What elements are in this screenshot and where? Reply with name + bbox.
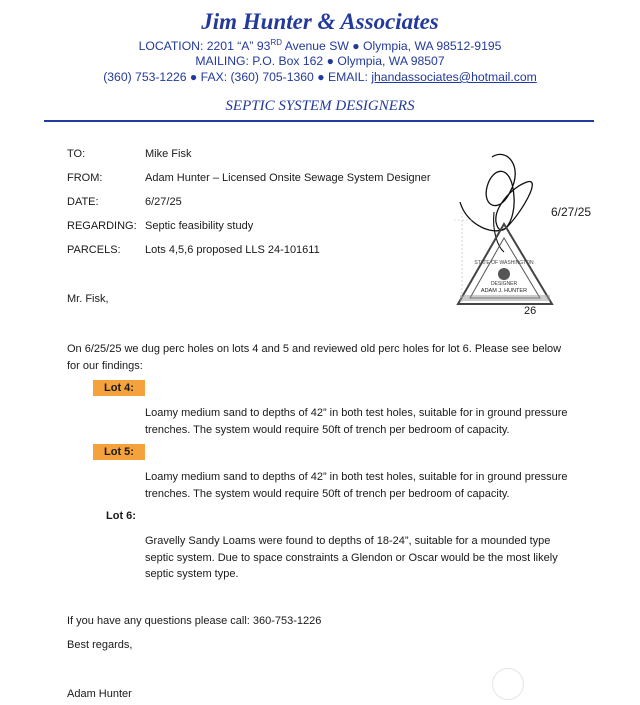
lot-5-text: Loamy medium sand to depths of 42” in both test holes, suitable for in ground pressure trenches. The system would require 50ft of trench per bedroom of capacity.: [145, 471, 568, 500]
parcels-label: PARCELS:: [67, 244, 121, 256]
contact-line: (360) 753-1226 ● FAX: (360) 705-1360 ● EMAIL: jhandassociates@hotmail.com: [103, 70, 537, 84]
stamp-ring-text: STATE OF WASHINGTON: [474, 260, 534, 266]
stamp-number: 26: [524, 305, 537, 317]
questions-line: If you have any questions please call: 360-753-1226: [67, 615, 322, 627]
regarding-value: Septic feasibility study: [145, 220, 254, 232]
signature-stamp: [452, 152, 592, 322]
lot-4-text: Loamy medium sand to depths of 42” in both test holes, suitable for in ground pressure trenches. The system would require 50ft of trench per bedroom of capacity.: [145, 407, 568, 436]
lot-4-label: Lot 4:: [93, 380, 145, 396]
intro-paragraph: On 6/25/25 we dug perc holes on lots 4 and 5 and reviewed old perc holes for lot 6. Please see below for our findings:: [67, 343, 562, 372]
to-value: Mike Fisk: [145, 148, 192, 160]
lot-5-label: Lot 5:: [93, 444, 145, 460]
signature-scribble: [460, 154, 532, 230]
salutation: Mr. Fisk,: [67, 293, 109, 305]
parcels-value: Lots 4,5,6 proposed LLS 24-101611: [145, 244, 320, 256]
faint-circle-icon: [492, 668, 524, 700]
lot-6-label: Lot 6:: [106, 510, 136, 522]
regarding-label: REGARDING:: [67, 220, 137, 232]
date-label: DATE:: [67, 196, 99, 208]
to-label: TO:: [67, 148, 86, 160]
date-value: 6/27/25: [145, 196, 182, 208]
from-value: Adam Hunter – Licensed Onsite Sewage System Designer: [145, 172, 431, 184]
closing: Best regards,: [67, 639, 133, 651]
stamp-band: [460, 295, 550, 301]
header-divider: [44, 120, 594, 122]
email-link[interactable]: jhandassociates@hotmail.com: [371, 70, 537, 84]
mailing-line: MAILING: P.O. Box 162 ● Olympia, WA 98507: [195, 54, 445, 68]
lot-6-text: Gravelly Sandy Loams were found to depths of 18-24”, suitable for a mounded type septic system. Due to space constraints a Glendon or Oscar would be the most likely septic system type.: [145, 535, 558, 580]
location-line: LOCATION: 2201 “A” 93RD Avenue SW ● Olympia, WA 98512-9195: [138, 38, 502, 54]
signature-name: Adam Hunter: [67, 688, 132, 700]
stamp-cert: DESIGNER: [490, 281, 518, 287]
from-label: FROM:: [67, 172, 103, 184]
company-name: Jim Hunter & Associates: [201, 9, 439, 34]
signature-date: 6/27/25: [551, 205, 592, 219]
stamp-seal-icon: [498, 268, 510, 280]
stamp-name: ADAM J. HUNTER: [480, 288, 528, 294]
tagline: SEPTIC SYSTEM DESIGNERS: [225, 98, 415, 114]
stamp-dotted-lines: [454, 212, 472, 302]
